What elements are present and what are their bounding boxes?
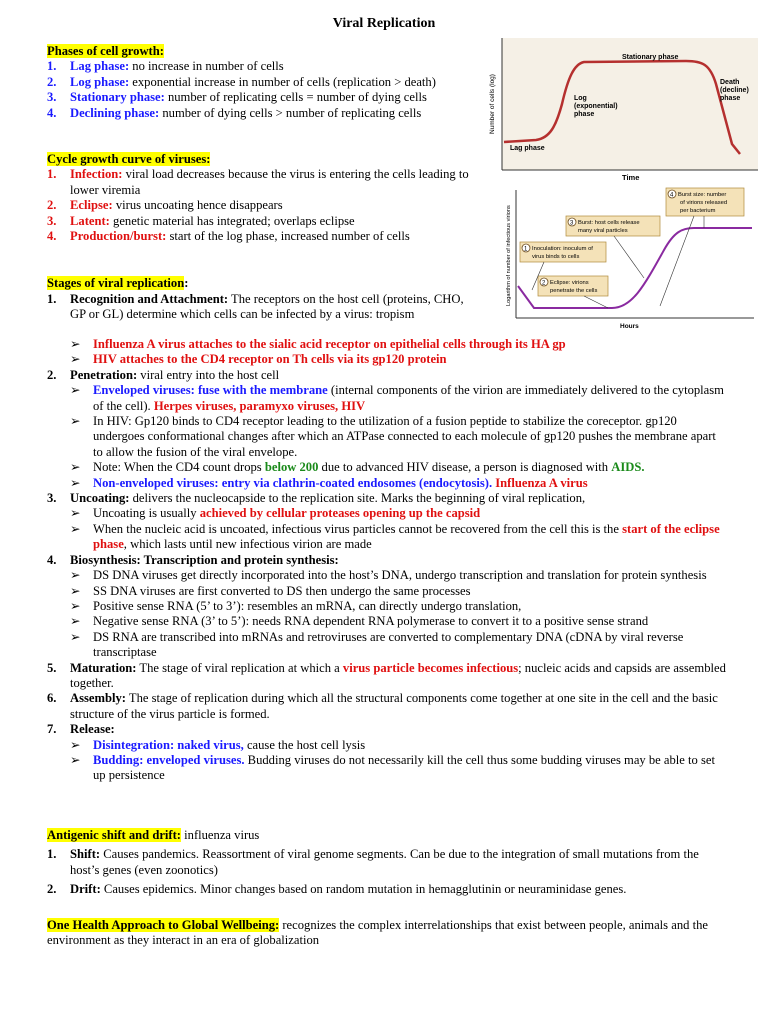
list-item: ➢ Positive sense RNA (5’ to 3’): resembles an mRNA, can directly undergo translation,	[70, 598, 522, 613]
stage-3: 3. Uncoating: delivers the nucleocapside to the replication site. Marks the beginning of viral replication,	[47, 491, 586, 506]
svg-text:(decline): (decline)	[720, 87, 749, 94]
stages-heading: Stages of viral replication	[47, 276, 185, 290]
list-item: 1. Infection: viral load decreases because the virus is entering the cells leading to lower viremia	[47, 167, 469, 197]
growth-curve-figure	[488, 34, 764, 184]
svg-text:Log: Log	[574, 95, 587, 102]
antigenic-section: Antigenic shift and drift: influenza virus 1. Shift: Causes pandemics. Reassortment of viral genome segments. Can be due to the integration of small mutations from the host’s genes (even zoonotics) 2. Drift: Causes epidemics. Minor changes based on random mutation in hemagglutinin or neuraminidase genes.	[47, 828, 727, 898]
list-item: ➢ Influenza A virus attaches to the sialic acid receptor on epithelial cells through its HA gp	[70, 337, 566, 351]
list-item: ➢ In HIV: Gp120 binds to CD4 receptor leading to the utilization of a fusion peptide to stabilize the coreceptor. gp120 undergoes conformational changes after which an ATPase connected to each molecule of gp120 pushes the membrane apart to allow the fusion of the viral envelope.	[70, 414, 716, 459]
svg-text:Burst size: number: Burst size: number	[678, 192, 727, 198]
viral-growth-figure	[504, 186, 764, 332]
viral-xlabel: Hours	[620, 323, 639, 330]
cycle-heading: Cycle growth curve of viruses:	[47, 152, 211, 166]
list-item: ➢ Budding: enveloped viruses. Budding viruses do not necessarily kill the cell thus some budding viruses may be able to set up persistence	[70, 752, 715, 783]
list-item: 2. Eclipse: virus uncoating hence disappears	[47, 198, 283, 213]
svg-text:virus binds to cells: virus binds to cells	[532, 254, 580, 260]
phases-section	[47, 44, 477, 121]
list-item: 2. Log phase: exponential increase in number of cells (replication > death)	[47, 74, 436, 89]
list-item: ➢ DS RNA are transcribed into mRNAs and retroviruses are converted to complementary DNA (cDNA by viral reverse transcriptase	[70, 629, 684, 660]
svg-text:Burst: host cells release: Burst: host cells release	[578, 220, 640, 226]
list-item: ➢ Uncoating is usually achieved by cellular proteases opening up the capsid	[70, 506, 481, 521]
stages-heading-line: Stages of viral replication:	[47, 276, 189, 290]
svg-text:Death: Death	[720, 79, 740, 86]
cycle-section	[47, 152, 477, 244]
stage-5: 5. Maturation: The stage of viral replication at which a virus particle becomes infectious; nucleic acids and capsids are assembled together.	[47, 660, 726, 690]
list-item: 3. Latent: genetic material has integrated; overlaps eclipse	[47, 213, 355, 228]
stage-2: 2. Penetration: viral entry into the host cell	[47, 367, 280, 382]
svg-text:Eclipse: virions: Eclipse: virions	[550, 280, 589, 286]
stage-6: 6. Assembly: The stage of replication during which all the structural components come together at one site in the cell and the basic structure of the virus particle is formed.	[47, 691, 718, 721]
list-item: 4. Production/burst: start of the log phase, increased number of cells	[47, 229, 410, 244]
svg-text:Inoculation: inoculum of: Inoculation: inoculum of	[532, 246, 593, 252]
antigenic-heading: Antigenic shift and drift:	[47, 828, 181, 842]
svg-text:of virions released: of virions released	[680, 200, 728, 206]
lag-phase-label: Lag phase	[510, 145, 545, 152]
list-item: ➢ HIV attaches to the CD4 receptor on Th cells via its gp120 protein	[70, 352, 447, 367]
page-title: Viral Replication	[332, 16, 436, 31]
svg-text:many viral particles: many viral particles	[578, 228, 628, 234]
onehealth-section: One Health Approach to Global Wellbeing: recognizes the complex interrelationships that exist between people, animals and the environment as they interact in an era of globalization	[47, 918, 708, 948]
svg-text:(exponential): (exponential)	[574, 103, 618, 110]
list-item: ➢ Enveloped viruses: fuse with the membrane (internal components of the virion are immediately delivered to the cytoplasm of the cell). Herpes viruses, paramyxo viruses, HIV	[70, 383, 724, 413]
stage-4: 4. Biosynthesis: Transcription and protein synthesis:	[47, 552, 339, 567]
list-item: ➢ DS DNA viruses get directly incorporated into the host’s DNA, undergo transcription and translation for protein synthesis	[70, 568, 707, 583]
list-item: 4. Declining phase: number of dying cells > number of replicating cells	[47, 105, 422, 120]
list-item: ➢ When the nucleic acid is uncoated, infectious virus particles cannot be recovered from the cell this is the start of the eclipse phase, which lasts until new infectious virion are made	[70, 521, 720, 552]
list-item: 2. Drift: Causes epidemics. Minor changes based on random mutation in hemagglutinin or neuraminidase genes.	[47, 882, 627, 897]
list-item: 1. Lag phase: no increase in number of cells	[47, 59, 284, 74]
svg-text:1: 1	[524, 246, 528, 253]
svg-text:phase: phase	[574, 111, 595, 118]
list-item: ➢ Note: When the CD4 count drops below 200 due to advanced HIV disease, a person is diagnosed with AIDS.	[70, 460, 645, 475]
stage-7: 7. Release:	[47, 722, 115, 737]
stationary-phase-label: Stationary phase	[622, 54, 679, 61]
growth-xlabel: Time	[622, 173, 640, 182]
list-item: ➢ Non-enveloped viruses: entry via clathrin-coated endosomes (endocytosis). Influenza A virus	[70, 475, 588, 490]
svg-text:penetrate the cells: penetrate the cells	[550, 288, 598, 294]
stages-list	[47, 337, 727, 784]
svg-text:2: 2	[542, 280, 546, 287]
viral-ylabel: Logarithm of number of infectious virions	[506, 205, 512, 306]
list-item: 1. Shift: Causes pandemics. Reassortment of viral genome segments. Can be due to the integration of small mutations from the host’s genes (even zoonotics)	[47, 847, 699, 877]
list-item: ➢ Negative sense RNA (3’ to 5’): needs RNA dependent RNA polymerase to convert it to a positive sense strand	[70, 614, 649, 629]
svg-text:3: 3	[570, 220, 574, 227]
growth-ylabel: Number of cells (log)	[489, 74, 496, 134]
list-item: 3. Stationary phase: number of replicating cells = number of dying cells	[47, 90, 427, 105]
phases-heading: Phases of cell growth:	[47, 44, 164, 58]
svg-text:per bacterium: per bacterium	[680, 208, 716, 214]
list-item: ➢ SS DNA viruses are first converted to DS then undergo the same processes	[70, 583, 471, 598]
svg-text:4: 4	[670, 192, 674, 199]
list-item: ➢ Disintegration: naked virus, cause the host cell lysis	[70, 737, 366, 752]
svg-text:phase: phase	[720, 95, 741, 102]
stage-1: 1. Recognition and Attachment: The receptors on the host cell (proteins, CHO, GP or GL) determine which cells can be infected by a virus: tropism	[47, 292, 464, 322]
onehealth-heading: One Health Approach to Global Wellbeing:	[47, 918, 280, 932]
